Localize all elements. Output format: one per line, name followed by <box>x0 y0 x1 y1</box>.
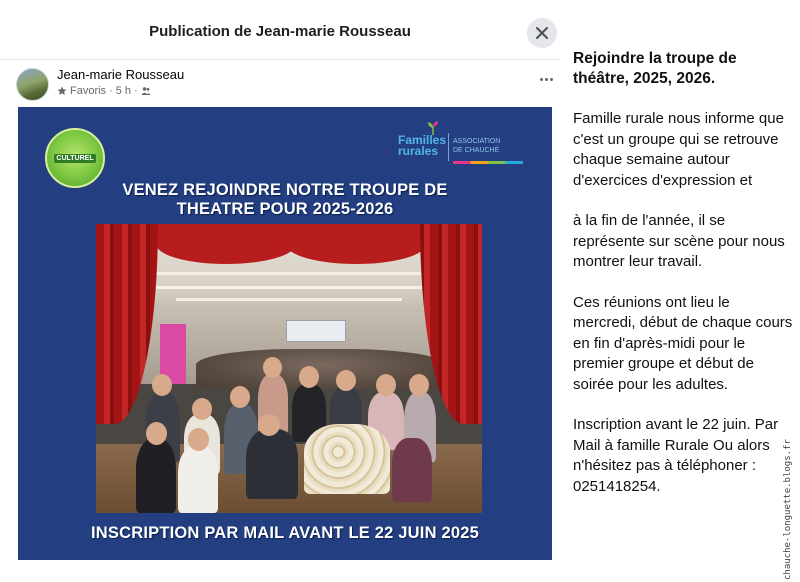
person-head <box>192 398 212 420</box>
ceiling-beam <box>136 272 442 275</box>
person <box>136 439 176 513</box>
round-table <box>304 424 390 494</box>
person-head <box>263 357 282 378</box>
person <box>392 438 432 502</box>
logo-divider <box>448 133 449 161</box>
person-head <box>188 428 209 451</box>
article-title: Rejoindre la troupe de théâtre, 2025, 2026. <box>573 50 737 87</box>
poster-footer: INSCRIPTION PAR MAIL AVANT LE 22 JUIN 2025 <box>91 524 479 542</box>
modal-title: Publication de Jean-marie Rousseau <box>149 23 411 40</box>
person-head <box>336 370 356 391</box>
photo-window <box>286 320 346 342</box>
post-time[interactable]: 5 h <box>115 85 132 97</box>
group-photo <box>96 224 482 513</box>
star-icon <box>57 86 67 96</box>
poster-headline: VENEZ REJOINDRE NOTRE TROUPE DE THEATRE POUR 2025-2026 <box>122 181 448 218</box>
curtain-left <box>96 224 158 424</box>
person <box>246 429 298 499</box>
article-paragraph: Ces réunions ont lieu le mercredi, début de chaque cours en fin d'après-midi pour le premier groupe et début de soirée pour les adultes. <box>573 293 793 393</box>
curtain-swag <box>286 224 426 264</box>
person-head <box>146 422 167 445</box>
curtain-right <box>420 224 482 424</box>
friends-icon[interactable] <box>141 86 151 96</box>
post-image-poster[interactable] <box>18 107 552 560</box>
post-author[interactable]: Jean-marie Rousseau <box>57 67 185 82</box>
article-paragraph: à la fin de l'année, il se représente sur scène pour nous montrer leur travail. <box>573 212 785 270</box>
modal-header <box>0 0 560 60</box>
ceiling-beam <box>176 298 402 301</box>
logo-association: ASSOCIATION DE CHAUCHÉ <box>453 138 501 154</box>
person-head <box>376 374 396 396</box>
ceiling-beam <box>156 286 422 289</box>
badge-label: CULTUREL <box>56 154 94 162</box>
more-options-button[interactable] <box>536 72 556 86</box>
familles-rurales-logo <box>398 121 526 171</box>
article-paragraph: Inscription avant le 22 juin. Par Mail à famille Rurale Ou alors n'hésitez pas à téléphoner : 0251418254. <box>573 416 779 495</box>
person-head <box>299 366 319 388</box>
avatar[interactable] <box>16 68 49 101</box>
person-head <box>409 374 429 396</box>
person-head <box>152 374 172 396</box>
badge-logo <box>45 128 105 188</box>
person-head <box>258 414 280 436</box>
person-head <box>230 386 250 408</box>
curtain-swag <box>156 224 296 264</box>
favorites-label[interactable]: Favoris <box>70 85 107 97</box>
post-header <box>16 66 556 102</box>
article-paragraph: Famille rurale nous informe que c'est un groupe qui se retrouve chaque semaine autour d'exercices d'expression et <box>573 110 784 189</box>
article-text <box>573 49 795 497</box>
post-meta <box>57 85 151 97</box>
meta-separator: · <box>109 85 113 97</box>
person <box>178 446 218 513</box>
close-button[interactable] <box>527 18 557 48</box>
close-icon <box>536 27 548 39</box>
logo-color-bar <box>453 161 523 164</box>
more-options-icon <box>540 78 543 81</box>
blog-watermark: chauche-longuette.blogs.fr <box>783 439 793 580</box>
meta-separator: · <box>134 85 138 97</box>
logo-name: Familles rurales <box>398 133 447 158</box>
